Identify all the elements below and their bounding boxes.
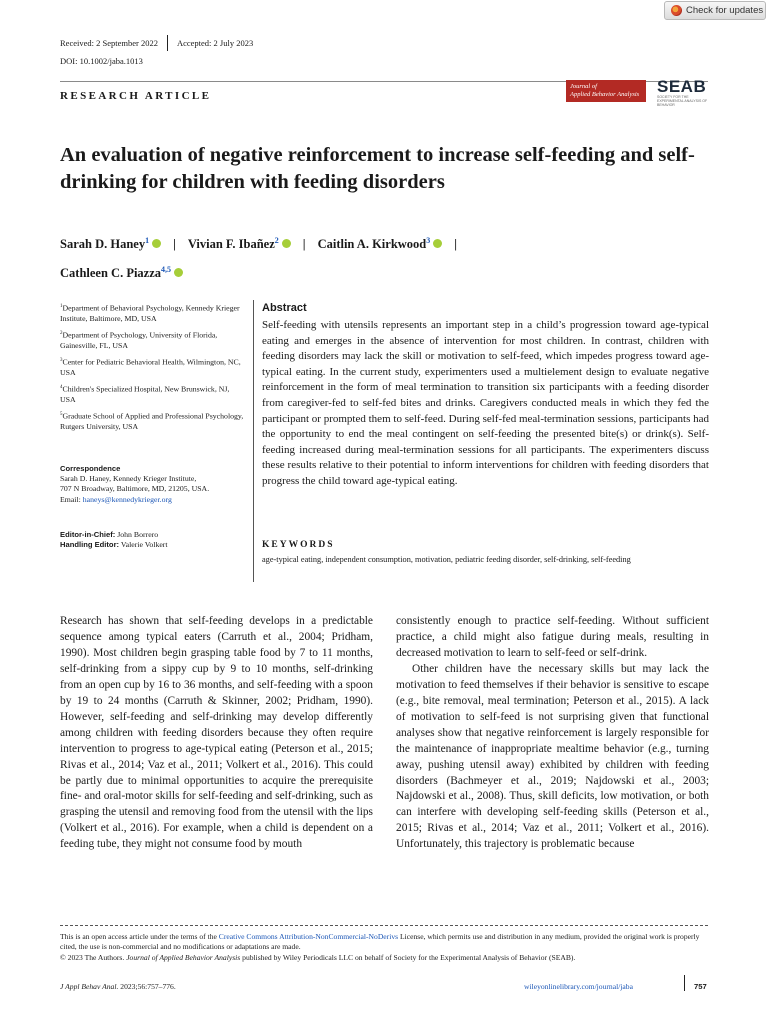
handling-editor-label: Handling Editor: (60, 540, 120, 550)
author-sup[interactable]: 1 (145, 236, 150, 245)
orcid-icon[interactable] (282, 239, 291, 248)
orcid-icon[interactable] (152, 239, 161, 248)
author-separator: | (173, 237, 176, 251)
check-for-updates-button[interactable] (664, 1, 766, 20)
footer-divider (684, 975, 685, 991)
editor-in-chief: John Borrero (117, 530, 159, 539)
article-title: An evaluation of negative reinforcement to increase self-feeding and self-drinking for children with feeding disorders (60, 144, 695, 193)
affiliation-item: $^2$Department of Psychology, University of Florida, Gainesville, FL, USA (60, 330, 218, 350)
correspondence-line1: Sarah D. Haney, Kennedy Krieger Institute, (60, 474, 197, 484)
author-name[interactable]: Vivian F. Ibañez (187, 237, 275, 251)
seab-logo-text: SEAB (657, 77, 707, 96)
author-separator: | (454, 237, 458, 251)
body-paragraph: Research has shown that self-feeding develops in a predictable sequence among typical eaters (Carruth et al., 2004; Pridham, 1990). Most children begin grasping table food by 7 to 11 months, self-drinking from a sippy cup by 9 to 10 months, self-drinking from an open cup by 16 to 36 months, and self-feeding with a spoon by 19 to 24 months (Carruth & Skinner, 2002; Pridham, 1990). However, self-feeding and self-drinking may develop differently among children with feeding disorders because they often require intervention to progress to age-typical eating (Peterson et al., 2015; Rivas et al., 2014; Vaz et al., 2011; Volkert et al., 2016). This could be partly due to minimal opportunities to acquire the prerequisite fine- and oral-motor skills for self-feeding and self-drinking, such as grasping the utensil and removing food from the utensil with the lips (Volkert et al., 2016). For example, when a child is dependent on a feeding tube, they might not consume food by mouth (60, 615, 373, 851)
affiliations (60, 302, 246, 437)
author-sup[interactable]: 3 (426, 236, 431, 245)
author-name[interactable]: Caitlin A. Kirkwood (317, 237, 427, 251)
abstract-divider (253, 300, 254, 582)
keywords-heading: KEYWORDS (262, 540, 335, 550)
article-dates (60, 38, 253, 54)
abstract-heading: Abstract (262, 302, 307, 314)
footer-journal-link[interactable]: wileyonlinelibrary.com/journal/jaba (524, 982, 633, 991)
date-divider (167, 35, 168, 51)
editor-in-chief-label: Editor-in-Chief: (60, 530, 116, 539)
editors (60, 530, 250, 550)
journal-logo[interactable] (566, 80, 646, 102)
author-sup[interactable]: 4,5 (161, 265, 172, 274)
abstract-text: Self-feeding with utensils represents an important step in a child’s progression toward age-typical eating and emerges in the absence of intervention for most children. In contrast, children with feeding disorders may lack the skill or motivation to self-feed, which impedes progress toward age-typical eating. In the current study, experimenters used a multielement design to evaluate negative reinforcement in the form of meal termination to transition six participants with a feeding disorder from caregiver-fed to self-fed bites and drinks. Caregivers conducted meals in which they fed the participant or prompted them to self-feed. During self-fed meal-termination sessions, participants had the opportunity to end the meal contingent on self-feeding the presented bite(s) or drink(s). Self-feeding increased during meal-termination sessions for all participants. The experimenters discuss these results relative to their potential to inform interventions for children with feeding disorders that progress the child toward age-typical eating. (262, 319, 709, 487)
doi: DOI: 10.1002/jaba.1013 (60, 56, 143, 66)
body-paragraph: consistently enough to practice self-feeding. Without sufficient practice, a child might also fatigue during meals, resulting in decreased motivation to learn to self-feed or self-drink. (396, 615, 709, 659)
body-paragraph: Other children have the necessary skills but may lack the motivation to feed themselves if their behavior is sensitive to escape (e.g., bite removal, meal termination; Peterson et al., 2015). A lack of motivation to self-feed is not surprising given that functional analyses show that negative reinforcement is largely responsible for the maintenance of inappropriate mealtime behavior (e.g., turning away, pushing utensil away) exhibited by children with feeding disorders (Bachmeyer et al., 2019; Najdowski et al., 2003; Najdowski et al., 2008). Thus, skill deficits, low motivation, or both can interfere with developing self-feeding skills (Peterson et al., 2015; Rivas et al., 2014; Vaz et al., 2011; Volkert et al., 2016). Unfortunately, this trajectory is problematic because (396, 662, 709, 851)
author-separator: | (302, 237, 306, 251)
correspondence-line2: 707 N Broadway, Baltimore, MD, 21205, USA. (60, 484, 210, 494)
affiliation-item: $^4$Children's Specialized Hospital, New Brunswick, NJ, USA (60, 384, 230, 404)
email-link[interactable]: haneys@kennedykrieger.org (82, 494, 172, 504)
keywords-text: age-typical eating, independent consumption, motivation, pediatric feeding disorder, self-drinking, self-feeding (262, 555, 631, 564)
affiliation-item: $^1$Department of Behavioral Psychology, Kennedy Krieger Institute, Baltimore, MD, USA (60, 303, 240, 323)
author-sup[interactable]: 2 (274, 236, 279, 245)
handling-editor: Valerie Volkert (120, 540, 168, 550)
received-date: Received: 2 September 2022 (60, 38, 158, 48)
copyright-text: © 2023 The Authors. Journal of Applied Behavior Analysis published by Wiley Periodicals LLC on behalf of Society for the Experimental Analysis of Behavior (SEAB). (60, 952, 576, 962)
journal-logo-line1: Journal of (570, 83, 597, 90)
correspondence (60, 464, 250, 505)
body-column-left (60, 614, 373, 853)
orcid-icon[interactable] (174, 268, 183, 277)
affiliation-item: $^3$Center for Pediatric Behavioral Health, Wilmington, NC, USA (60, 357, 241, 377)
crossmark-icon (671, 5, 682, 16)
journal-logo-line2: Applied Behavior Analysis (570, 90, 640, 98)
seab-logo[interactable] (657, 79, 709, 107)
page-number: 757 (694, 982, 707, 991)
affiliation-item: $^5$Graduate School of Applied and Professional Psychology, Rutgers University, USA (60, 411, 244, 431)
email-label: Email: (60, 494, 81, 504)
author-name[interactable]: Cathleen C. Piazza (60, 266, 162, 280)
orcid-icon[interactable] (433, 239, 442, 248)
correspondence-heading: Correspondence (60, 464, 121, 473)
author-name[interactable]: Sarah D. Haney (60, 237, 146, 251)
accepted-date: Accepted: 2 July 2023 (176, 38, 254, 48)
check-for-updates-label: Check for updates (686, 5, 764, 16)
license-link[interactable]: Creative Commons Attribution-NonCommercial-NoDerivs (218, 932, 399, 941)
license-footnote (60, 932, 710, 963)
seab-logo-subtext: SOCIETY FOR THE EXPERIMENTAL ANALYSIS OF BEHAVIOR (657, 95, 708, 107)
footnote-rule (60, 925, 708, 926)
body-column-right (396, 614, 709, 853)
article-type: RESEARCH ARTICLE (60, 90, 212, 102)
footer-citation: J Appl Behav Anal. 2023;56:757–776. (60, 982, 176, 991)
license-text: This is an open access article under the terms of the Creative Commons Attribution-NonCommercial-NoDerivs License, which permits use and distribution in any medium, provided the original work is properly cited, the use is non-commercial and no modifications or adaptations are made. (60, 932, 700, 952)
author-list (60, 228, 710, 286)
